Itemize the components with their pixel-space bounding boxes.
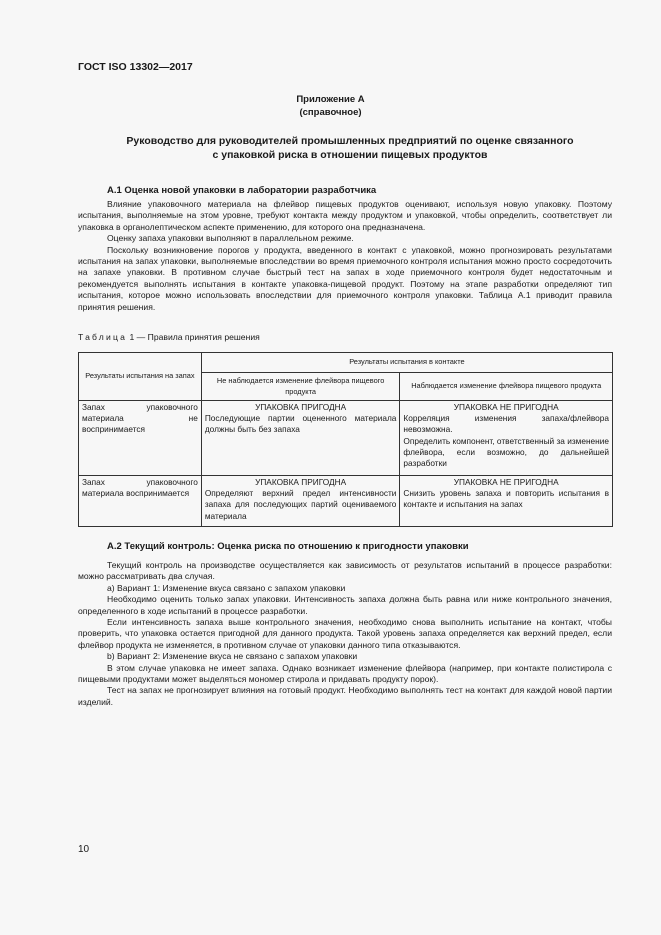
paragraph: Оценку запаха упаковки выполняют в параллельном режиме. (107, 233, 354, 244)
cell-text: Корреляция изменения запаха/флейвора невозможна. (403, 413, 609, 435)
paragraph: Поскольку возникновение порогов у продукта, введенного в контакт с упаковкой, можно прогнозировать результатами испытания на запах упаковки, выполняемые впоследствии во время приемочного контроля испытания можно просто сосредоточить на запахе упаковки. В противном случае быстрый тест на запах в ходе приемочного контроля будет недостаточным и рекомендуется выполнять испытания в контакте упаковка-пищевой продукт. Поэтому на этапе разработки определяют тип испытания, которое можно использовать впоследствии для приемочного контроля упаковки. Таблица А.1 приводит правила принятия решения. (78, 244, 612, 312)
verdict: УПАКОВКА НЕ ПРИГОДНА (453, 402, 559, 412)
paragraph: Тест на запах не прогнозирует влияния на готовый продукт. Необходимо выполнять тест на контакт для каждой новой партии изделий. (78, 685, 612, 707)
table-row (79, 476, 613, 527)
table-row (79, 401, 613, 476)
paragraph: Если интенсивность запаха выше контрольного значения, необходимо снова выполнить испытание на контакт, чтобы проверить, что упаковка остается пригодной для данного продукта. Такой уровень запаха определяется как верхний предел, если флейвор продукта не изменяется, в противном случае от упаковки данного типа отказываются. (78, 617, 612, 650)
header-no-flavor-change: Не наблюдается изменение флейвора пищевого продукта (201, 373, 400, 401)
verdict: УПАКОВКА НЕ ПРИГОДНА (453, 477, 559, 487)
annex-heading (0, 93, 661, 119)
section-a1-heading: А.1 Оценка новой упаковки в лаборатории разработчика (107, 185, 377, 196)
annex-subtitle: (справочное) (299, 107, 362, 118)
annex-title: Приложение А (296, 94, 365, 105)
header-contact-results: Результаты испытания в контакте (201, 353, 612, 373)
section-a1-body (78, 199, 612, 313)
cell-text: Снизить уровень запаха и повторить испытания в контакте и испытания на запах (403, 488, 609, 510)
section-a2-body (78, 560, 612, 708)
paragraph: В этом случае упаковка не имеет запаха. Однако возникает изменение флейвора (например, при контакте полистирола с пищевыми продуктами может выделяться мономер стирола и придавать продукту порок). (78, 662, 612, 685)
header-flavor-change: Наблюдается изменение флейвора пищевого продукта (400, 373, 613, 401)
cell-text: Определить компонент, ответственный за изменение флейвора, если возможно, до дальнейшей разработки (403, 435, 609, 469)
cell-text: Последующие партии оцененного материала должны быть без запаха (204, 413, 397, 435)
page-number: 10 (78, 844, 90, 855)
paragraph: b) Вариант 2: Изменение вкуса не связано с запахом упаковки (107, 651, 358, 662)
paragraph: Текущий контроль на производстве осуществляется как зависимость от результатов испытаний в процессе разработки: можно рассматривать два случая. (78, 560, 612, 582)
document-title-line1: Руководство для руководителей промышленных предприятий по оценке связанного (126, 135, 574, 147)
verdict: УПАКОВКА ПРИГОДНА (255, 477, 347, 487)
document-title-line2: с упаковкой риска в отношении пищевых продуктов (212, 149, 488, 161)
document-header: ГОСТ ISO 13302—2017 (78, 61, 193, 73)
paragraph: a) Вариант 1: Изменение вкуса связано с запахом упаковки (107, 582, 346, 593)
section-a2-heading: А.2 Текущий контроль: Оценка риска по отношению к пригодности упаковки (107, 541, 469, 552)
table-caption (78, 332, 260, 342)
document-title (40, 134, 660, 162)
table-cell (201, 476, 400, 527)
table-header-row (79, 353, 613, 373)
header-odor-results: Результаты испытания на запах (79, 353, 202, 401)
cell-text: Определяют верхний предел интенсивности запаха для последующих партий оцениваемого материала (204, 488, 397, 521)
verdict: УПАКОВКА ПРИГОДНА (255, 402, 347, 412)
paragraph: Необходимо оценить только запах упаковки. Интенсивность запаха должна быть равна или ниже контрольного значения, определенного в ходе испытаний в процессе разработки. (78, 594, 612, 616)
paragraph: Влияние упаковочного материала на флейвор пищевых продуктов оценивают, используя новую упаковку. Поэтому испытания, выполняемые на этом уровне, требуют контакта между продуктом и упаковкой, чтобы определить, соответствует ли упаковка в органолептическом аспекте применению, для которого она предназначена. (78, 199, 612, 232)
table-cell (400, 476, 613, 527)
table-caption-text: 1 — Правила принятия решения (127, 332, 260, 342)
row-label: Запах упаковочного материала не воспринимается (79, 401, 202, 476)
decision-rules-table (78, 352, 613, 527)
table-cell (400, 401, 613, 476)
row-label: Запах упаковочного материала воспринимается (79, 476, 202, 527)
table-cell (201, 401, 400, 476)
table-caption-word: Таблица (78, 332, 128, 342)
